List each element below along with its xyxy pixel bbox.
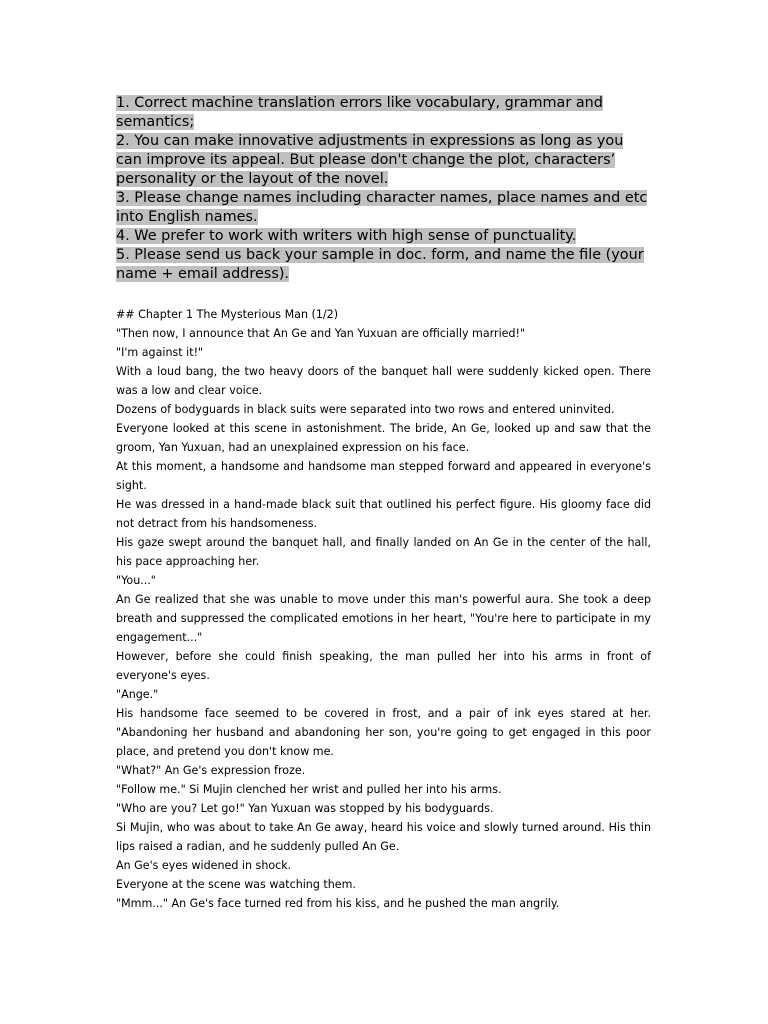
instructions-block <box>116 94 651 284</box>
instruction-text: 2. You can make innovative adjustments in expressions as long as you can improve its appeal. But please don't change the plot, characters’ personality or the layout of the novel. <box>116 133 624 187</box>
instruction-item <box>116 94 651 132</box>
story-paragraph: "You..." <box>116 574 156 587</box>
instruction-item <box>116 227 651 246</box>
story-paragraph: An Ge's eyes widened in shock. <box>116 859 292 872</box>
chapter-heading: ## Chapter 1 The Mysterious Man (1/2) <box>116 308 339 321</box>
instruction-item <box>116 189 651 227</box>
instruction-text: 1. Correct machine translation errors like vocabulary, grammar and semantics; <box>116 95 603 130</box>
story-paragraph: "Mmm..." An Ge's face turned red from his kiss, and he pushed the man angrily. <box>116 897 560 910</box>
story-paragraph: "Who are you? Let go!" Yan Yuxuan was stopped by his bodyguards. <box>116 802 494 815</box>
story-paragraph: Si Mujin, who was about to take An Ge away, heard his voice and slowly turned around. His thin lips raised a radian, and he suddenly pulled An Ge. <box>116 821 651 853</box>
story-paragraph: "Then now, I announce that An Ge and Yan Yuxuan are officially married!" <box>116 327 526 340</box>
instruction-item <box>116 246 651 284</box>
story-paragraph: Everyone looked at this scene in astonishment. The bride, An Ge, looked up and saw that the groom, Yan Yuxuan, had an unexplained expression on his face. <box>116 422 651 454</box>
story-paragraph: However, before she could finish speaking, the man pulled her into his arms in front of everyone's eyes. <box>116 650 651 682</box>
story-paragraph: His gaze swept around the banquet hall, and finally landed on An Ge in the center of the hall, his pace approaching her. <box>116 536 651 568</box>
instruction-text: 4. We prefer to work with writers with high sense of punctuality. <box>116 228 577 244</box>
story-paragraph: "I'm against it!" <box>116 346 204 359</box>
story-paragraph: His handsome face seemed to be covered in frost, and a pair of ink eyes stared at her. "Abandoning her husband and abandoning her son, you're going to get engaged in this poor place, and pretend you don't know me. <box>116 707 651 758</box>
story-paragraph: At this moment, a handsome and handsome man stepped forward and appeared in everyone's sight. <box>116 460 651 492</box>
story-paragraph: "Ange." <box>116 688 159 701</box>
story-paragraph: An Ge realized that she was unable to move under this man's powerful aura. She took a deep breath and suppressed the complicated emotions in her heart, "You're here to participate in my engagement..." <box>116 593 651 644</box>
story-paragraph: Everyone at the scene was watching them. <box>116 878 356 891</box>
instruction-text: 3. Please change names including character names, place names and etc into English names. <box>116 190 648 225</box>
story-paragraph: He was dressed in a hand-made black suit that outlined his perfect figure. His gloomy face did not detract from his handsomeness. <box>116 498 651 530</box>
story-paragraph: "What?" An Ge's expression froze. <box>116 764 306 777</box>
instruction-text: 5. Please send us back your sample in doc. form, and name the file (your name + email address). <box>116 247 644 282</box>
instruction-item <box>116 132 651 189</box>
story-paragraph: With a loud bang, the two heavy doors of the banquet hall were suddenly kicked open. There was a low and clear voice. <box>116 365 651 397</box>
document-page <box>116 94 651 913</box>
chapter-body <box>116 305 651 913</box>
story-paragraph: Dozens of bodyguards in black suits were separated into two rows and entered uninvited. <box>116 403 615 416</box>
story-paragraph: "Follow me." Si Mujin clenched her wrist and pulled her into his arms. <box>116 783 502 796</box>
